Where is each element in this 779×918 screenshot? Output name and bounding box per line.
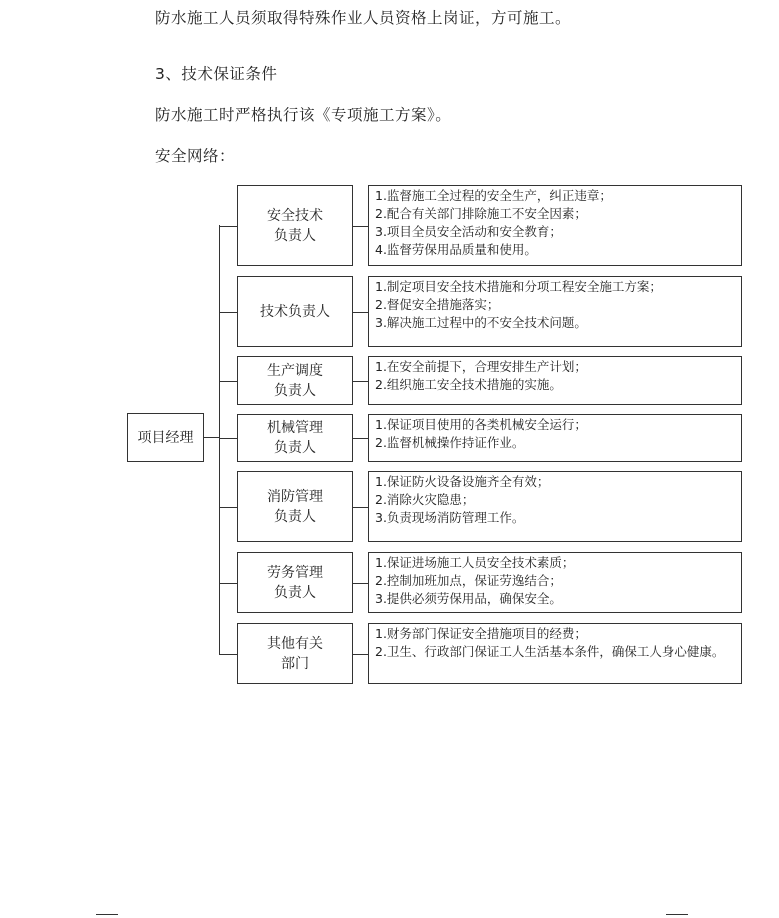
duty-item: 1.保证进场施工人员安全技术素质；: [375, 555, 575, 570]
duty-item: 1.制定项目安全技术措施和分项工程安全施工方案；: [375, 279, 662, 294]
duty-list: [368, 185, 742, 266]
connector-branch: [219, 507, 237, 508]
duty-item: 1.监督施工全过程的安全生产，纠正违章；: [375, 188, 612, 203]
duty-item: 2.控制加班加点，保证劳逸结合；: [375, 573, 562, 588]
duty-item: 3.项目全员安全活动和安全教育；: [375, 224, 562, 239]
role-label-line: 安全技术: [267, 207, 323, 224]
role-node: [237, 185, 353, 266]
duty-item: 1.财务部门保证安全措施项目的经费；: [375, 626, 587, 641]
role-label-line: 负责人: [274, 440, 316, 456]
connector-duty: [353, 438, 368, 439]
paragraph-safety-network: 安全网络：: [155, 147, 236, 165]
role-node: [237, 552, 353, 613]
duty-item: 1.保证项目使用的各类机械安全运行；: [375, 417, 587, 432]
role-node: [237, 356, 353, 405]
section-heading-technical-guarantee: 3、技术保证条件: [155, 65, 278, 83]
duty-list: [368, 552, 742, 613]
connector-trunk: [219, 225, 220, 655]
duty-item: 1.保证防火设备设施齐全有效；: [375, 474, 550, 489]
duty-item: 2.督促安全措施落实；: [375, 297, 500, 312]
duty-list: [368, 276, 742, 347]
page-corner-mark-left: [96, 914, 118, 915]
duty-item: 3.负责现场消防管理工作。: [375, 510, 525, 525]
duty-list: [368, 414, 742, 462]
connector-branch: [219, 226, 237, 227]
root-node-label: 项目经理: [137, 429, 194, 446]
connector-duty: [353, 381, 368, 382]
duty-item: 2.监督机械操作持证作业。: [375, 435, 525, 450]
connector-duty: [353, 312, 368, 313]
connector-duty: [353, 654, 368, 655]
role-label-line: 生产调度: [267, 362, 323, 379]
paragraph-special-plan: 防水施工时严格执行该《专项施工方案》。: [155, 106, 452, 124]
role-node: [237, 414, 353, 462]
paragraph-qualification: 防水施工人员须取得特殊作业人员资格上岗证，方可施工。: [155, 9, 572, 27]
connector-branch: [219, 583, 237, 584]
role-label-line: 劳务管理: [267, 564, 323, 581]
role-label-line: 技术负责人: [260, 303, 330, 320]
connector-branch: [219, 438, 237, 439]
role-label-line: 负责人: [274, 227, 316, 244]
duty-item: 3.解决施工过程中的不安全技术问题。: [375, 315, 587, 330]
root-node-project-manager: [127, 413, 204, 462]
connector-branch: [219, 312, 237, 313]
duty-item: 4.监督劳保用品质量和使用。: [375, 242, 537, 257]
connector-duty: [353, 507, 368, 508]
duty-list: [368, 623, 742, 684]
duty-list: [368, 356, 742, 405]
connector-root-stem: [204, 437, 219, 438]
page-corner-mark-right: [666, 914, 688, 915]
duty-item: 3.提供必须劳保用品，确保安全。: [375, 591, 562, 606]
connector-branch: [219, 381, 237, 382]
duty-item: 2.卫生、行政部门保证工人生活基本条件，确保工人身心健康。: [375, 644, 725, 659]
role-node: [237, 471, 353, 542]
connector-duty: [353, 583, 368, 584]
role-node: [237, 623, 353, 684]
role-node: [237, 276, 353, 347]
role-label-line: 负责人: [274, 508, 316, 525]
duty-item: 2.消除火灾隐患；: [375, 492, 475, 507]
connector-branch: [219, 654, 237, 655]
duty-item: 2.配合有关部门排除施工不安全因素；: [375, 206, 587, 221]
connector-duty: [353, 226, 368, 227]
role-label-line: 机械管理: [267, 420, 323, 436]
duty-item: 1.在安全前提下，合理安排生产计划；: [375, 359, 587, 374]
role-label-line: 负责人: [274, 584, 316, 601]
duty-list: [368, 471, 742, 542]
role-label-line: 其他有关: [267, 635, 323, 652]
duty-item: 2.组织施工安全技术措施的实施。: [375, 377, 562, 392]
role-label-line: 消防管理: [267, 488, 323, 505]
role-label-line: 部门: [281, 655, 309, 672]
role-label-line: 负责人: [274, 382, 316, 399]
